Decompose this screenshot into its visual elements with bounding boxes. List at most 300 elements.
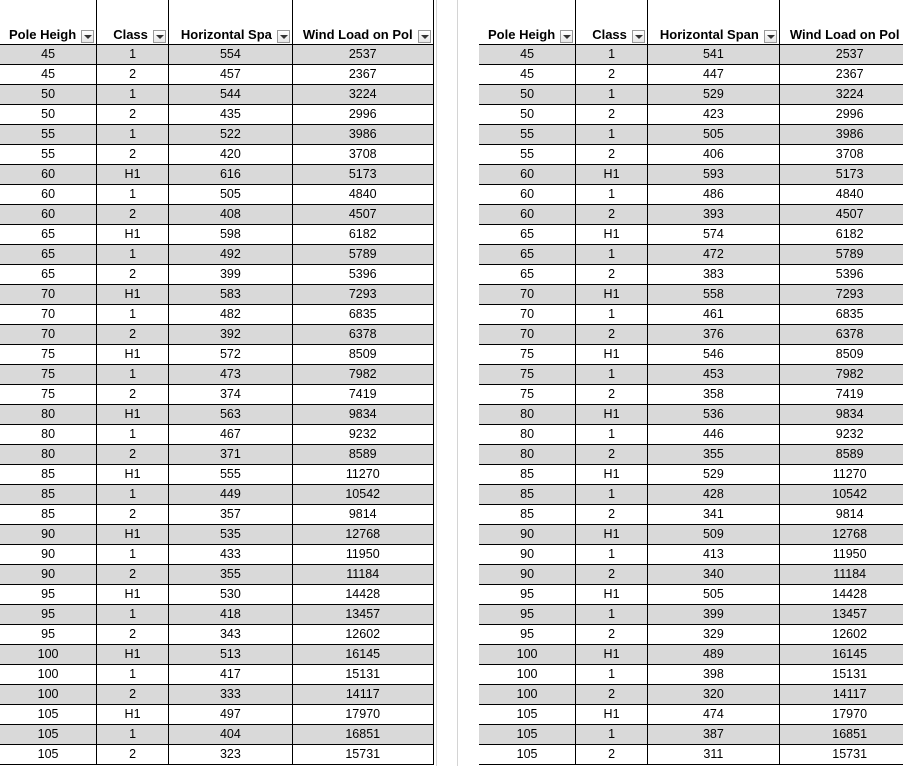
- cell-pole-height[interactable]: 85: [0, 505, 97, 525]
- cell-wind-load[interactable]: 7293: [779, 285, 903, 305]
- cell-horizontal-span[interactable]: 529: [647, 85, 779, 105]
- cell-wind-load[interactable]: 9814: [779, 505, 903, 525]
- cell-wind-load[interactable]: 16851: [292, 725, 433, 745]
- cell-class[interactable]: 1: [576, 725, 648, 745]
- cell-class[interactable]: 1: [576, 365, 648, 385]
- cell-class[interactable]: H1: [97, 705, 169, 725]
- cell-pole-height[interactable]: 75: [0, 385, 97, 405]
- cell-wind-load[interactable]: 3708: [779, 145, 903, 165]
- cell-wind-load[interactable]: 10542: [292, 485, 433, 505]
- cell-class[interactable]: 2: [576, 145, 648, 165]
- cell-class[interactable]: 1: [576, 665, 648, 685]
- cell-wind-load[interactable]: 4507: [292, 205, 433, 225]
- cell-wind-load[interactable]: 8589: [779, 445, 903, 465]
- cell-horizontal-span[interactable]: 358: [647, 385, 779, 405]
- cell-class[interactable]: 1: [576, 85, 648, 105]
- cell-horizontal-span[interactable]: 393: [647, 205, 779, 225]
- cell-class[interactable]: 1: [576, 305, 648, 325]
- cell-pole-height[interactable]: 105: [479, 705, 576, 725]
- cell-wind-load[interactable]: 12768: [292, 525, 433, 545]
- cell-class[interactable]: H1: [97, 225, 169, 245]
- cell-wind-load[interactable]: 15731: [779, 745, 903, 765]
- cell-pole-height[interactable]: 100: [0, 665, 97, 685]
- cell-pole-height[interactable]: 90: [0, 545, 97, 565]
- cell-horizontal-span[interactable]: 598: [168, 225, 292, 245]
- cell-class[interactable]: 1: [97, 425, 169, 445]
- cell-wind-load[interactable]: 2996: [779, 105, 903, 125]
- dropdown-arrow-icon[interactable]: [764, 30, 777, 43]
- cell-wind-load[interactable]: 11184: [779, 565, 903, 585]
- cell-pole-height[interactable]: 60: [479, 185, 576, 205]
- cell-wind-load[interactable]: 2537: [292, 45, 433, 65]
- cell-wind-load[interactable]: 8509: [779, 345, 903, 365]
- cell-class[interactable]: 2: [97, 505, 169, 525]
- cell-horizontal-span[interactable]: 383: [647, 265, 779, 285]
- cell-wind-load[interactable]: 16145: [292, 645, 433, 665]
- cell-pole-height[interactable]: 55: [0, 145, 97, 165]
- cell-wind-load[interactable]: 3708: [292, 145, 433, 165]
- cell-pole-height[interactable]: 65: [479, 245, 576, 265]
- cell-wind-load[interactable]: 11184: [292, 565, 433, 585]
- cell-horizontal-span[interactable]: 529: [647, 465, 779, 485]
- cell-class[interactable]: 2: [97, 385, 169, 405]
- cell-horizontal-span[interactable]: 371: [168, 445, 292, 465]
- dropdown-arrow-icon[interactable]: [632, 30, 645, 43]
- cell-wind-load[interactable]: 5789: [779, 245, 903, 265]
- cell-wind-load[interactable]: 6182: [292, 225, 433, 245]
- cell-horizontal-span[interactable]: 616: [168, 165, 292, 185]
- cell-pole-height[interactable]: 55: [0, 125, 97, 145]
- cell-wind-load[interactable]: 17970: [779, 705, 903, 725]
- cell-class[interactable]: H1: [97, 345, 169, 365]
- cell-class[interactable]: 2: [97, 625, 169, 645]
- cell-class[interactable]: 2: [97, 65, 169, 85]
- cell-class[interactable]: 1: [97, 85, 169, 105]
- cell-wind-load[interactable]: 3224: [292, 85, 433, 105]
- cell-pole-height[interactable]: 85: [479, 505, 576, 525]
- cell-horizontal-span[interactable]: 333: [168, 685, 292, 705]
- cell-wind-load[interactable]: 2996: [292, 105, 433, 125]
- cell-class[interactable]: H1: [97, 405, 169, 425]
- cell-class[interactable]: H1: [576, 225, 648, 245]
- cell-horizontal-span[interactable]: 376: [647, 325, 779, 345]
- cell-class[interactable]: 2: [576, 65, 648, 85]
- cell-wind-load[interactable]: 9232: [779, 425, 903, 445]
- cell-class[interactable]: H1: [97, 285, 169, 305]
- cell-horizontal-span[interactable]: 474: [647, 705, 779, 725]
- col-header-label: Wind Load on Pol: [789, 27, 900, 42]
- cell-class[interactable]: 2: [97, 145, 169, 165]
- cell-class[interactable]: 1: [97, 245, 169, 265]
- cell-horizontal-span[interactable]: 513: [168, 645, 292, 665]
- cell-pole-height[interactable]: 70: [479, 325, 576, 345]
- cell-class[interactable]: 1: [97, 485, 169, 505]
- cell-wind-load[interactable]: 5173: [292, 165, 433, 185]
- cell-horizontal-span[interactable]: 329: [647, 625, 779, 645]
- cell-class[interactable]: H1: [97, 525, 169, 545]
- cell-class[interactable]: 2: [576, 105, 648, 125]
- cell-class[interactable]: H1: [97, 585, 169, 605]
- cell-pole-height[interactable]: 45: [0, 65, 97, 85]
- cell-pole-height[interactable]: 100: [479, 645, 576, 665]
- cell-horizontal-span[interactable]: 449: [168, 485, 292, 505]
- cell-horizontal-span[interactable]: 563: [168, 405, 292, 425]
- cell-pole-height[interactable]: 80: [479, 425, 576, 445]
- cell-wind-load[interactable]: 11950: [779, 545, 903, 565]
- cell-wind-load[interactable]: 4507: [779, 205, 903, 225]
- cell-horizontal-span[interactable]: 417: [168, 665, 292, 685]
- cell-wind-load[interactable]: 2367: [292, 65, 433, 85]
- cell-horizontal-span[interactable]: 536: [647, 405, 779, 425]
- cell-pole-height[interactable]: 95: [479, 605, 576, 625]
- cell-wind-load[interactable]: 14117: [292, 685, 433, 705]
- cell-class[interactable]: H1: [576, 465, 648, 485]
- dropdown-arrow-icon[interactable]: [153, 30, 166, 43]
- cell-horizontal-span[interactable]: 541: [647, 45, 779, 65]
- cell-horizontal-span[interactable]: 492: [168, 245, 292, 265]
- cell-pole-height[interactable]: 90: [0, 525, 97, 545]
- cell-class[interactable]: 1: [576, 125, 648, 145]
- dropdown-arrow-icon[interactable]: [418, 30, 431, 43]
- cell-horizontal-span[interactable]: 418: [168, 605, 292, 625]
- cell-horizontal-span[interactable]: 486: [647, 185, 779, 205]
- cell-wind-load[interactable]: 9834: [292, 405, 433, 425]
- cell-pole-height[interactable]: 50: [0, 85, 97, 105]
- cell-wind-load[interactable]: 6182: [779, 225, 903, 245]
- cell-pole-height[interactable]: 45: [479, 65, 576, 85]
- cell-class[interactable]: 1: [97, 365, 169, 385]
- cell-class[interactable]: H1: [576, 645, 648, 665]
- cell-horizontal-span[interactable]: 399: [168, 265, 292, 285]
- cell-class[interactable]: 2: [576, 445, 648, 465]
- cell-pole-height[interactable]: 90: [479, 565, 576, 585]
- cell-pole-height[interactable]: 60: [0, 185, 97, 205]
- col-header-wind-load: [779, 0, 903, 45]
- cell-class[interactable]: 2: [97, 565, 169, 585]
- cell-pole-height[interactable]: 90: [0, 565, 97, 585]
- cell-class[interactable]: H1: [576, 285, 648, 305]
- cell-pole-height[interactable]: 80: [0, 405, 97, 425]
- cell-pole-height[interactable]: 45: [0, 45, 97, 65]
- cell-horizontal-span[interactable]: 583: [168, 285, 292, 305]
- cell-horizontal-span[interactable]: 472: [647, 245, 779, 265]
- cell-class[interactable]: 1: [576, 185, 648, 205]
- cell-class[interactable]: H1: [576, 705, 648, 725]
- cell-wind-load[interactable]: 13457: [779, 605, 903, 625]
- cell-class[interactable]: 1: [576, 605, 648, 625]
- cell-wind-load[interactable]: 3224: [779, 85, 903, 105]
- cell-pole-height[interactable]: 85: [0, 465, 97, 485]
- cell-horizontal-span[interactable]: 398: [647, 665, 779, 685]
- cell-wind-load[interactable]: 3986: [292, 125, 433, 145]
- cell-pole-height[interactable]: 70: [479, 305, 576, 325]
- cell-class[interactable]: 2: [576, 685, 648, 705]
- cell-pole-height[interactable]: 80: [479, 445, 576, 465]
- cell-wind-load[interactable]: 15131: [779, 665, 903, 685]
- cell-class[interactable]: H1: [97, 165, 169, 185]
- cell-wind-load[interactable]: 5396: [779, 265, 903, 285]
- cell-pole-height[interactable]: 85: [0, 485, 97, 505]
- cell-horizontal-span[interactable]: 420: [168, 145, 292, 165]
- cell-class[interactable]: 2: [576, 625, 648, 645]
- cell-horizontal-span[interactable]: 428: [647, 485, 779, 505]
- cell-pole-height[interactable]: 80: [479, 405, 576, 425]
- cell-horizontal-span[interactable]: 544: [168, 85, 292, 105]
- cell-wind-load[interactable]: 14428: [779, 585, 903, 605]
- cell-horizontal-span[interactable]: 497: [168, 705, 292, 725]
- cell-horizontal-span[interactable]: 446: [647, 425, 779, 445]
- cell-pole-height[interactable]: 45: [479, 45, 576, 65]
- cell-pole-height[interactable]: 70: [0, 305, 97, 325]
- cell-class[interactable]: H1: [576, 585, 648, 605]
- dropdown-arrow-icon[interactable]: [277, 30, 290, 43]
- cell-wind-load[interactable]: 12602: [292, 625, 433, 645]
- cell-wind-load[interactable]: 10542: [779, 485, 903, 505]
- cell-horizontal-span[interactable]: 461: [647, 305, 779, 325]
- cell-wind-load[interactable]: 4840: [292, 185, 433, 205]
- cell-pole-height[interactable]: 105: [0, 705, 97, 725]
- cell-horizontal-span[interactable]: 447: [647, 65, 779, 85]
- cell-pole-height[interactable]: 105: [0, 745, 97, 765]
- cell-wind-load[interactable]: 17970: [292, 705, 433, 725]
- cell-pole-height[interactable]: 50: [479, 85, 576, 105]
- cell-pole-height[interactable]: 75: [479, 365, 576, 385]
- cell-class[interactable]: 2: [576, 745, 648, 765]
- cell-horizontal-span[interactable]: 399: [647, 605, 779, 625]
- cell-pole-height[interactable]: 60: [479, 165, 576, 185]
- cell-wind-load[interactable]: 12602: [779, 625, 903, 645]
- cell-wind-load[interactable]: 9814: [292, 505, 433, 525]
- cell-class[interactable]: 1: [576, 485, 648, 505]
- cell-wind-load[interactable]: 9232: [292, 425, 433, 445]
- cell-horizontal-span[interactable]: 482: [168, 305, 292, 325]
- cell-class[interactable]: 1: [97, 545, 169, 565]
- cell-pole-height[interactable]: 90: [479, 525, 576, 545]
- cell-class[interactable]: 2: [97, 265, 169, 285]
- cell-pole-height[interactable]: 65: [0, 245, 97, 265]
- cell-wind-load[interactable]: 6835: [292, 305, 433, 325]
- cell-wind-load[interactable]: 13457: [292, 605, 433, 625]
- cell-horizontal-span[interactable]: 423: [647, 105, 779, 125]
- cell-class[interactable]: 1: [576, 425, 648, 445]
- cell-horizontal-span[interactable]: 558: [647, 285, 779, 305]
- table-row: [0, 685, 433, 705]
- cell-pole-height[interactable]: 60: [479, 205, 576, 225]
- cell-horizontal-span[interactable]: 320: [647, 685, 779, 705]
- cell-class[interactable]: 1: [97, 725, 169, 745]
- cell-horizontal-span[interactable]: 343: [168, 625, 292, 645]
- cell-class[interactable]: 2: [576, 385, 648, 405]
- cell-wind-load[interactable]: 9834: [779, 405, 903, 425]
- cell-horizontal-span[interactable]: 340: [647, 565, 779, 585]
- cell-wind-load[interactable]: 7419: [292, 385, 433, 405]
- cell-pole-height[interactable]: 105: [479, 725, 576, 745]
- cell-class[interactable]: H1: [576, 405, 648, 425]
- cell-pole-height[interactable]: 75: [0, 365, 97, 385]
- cell-class[interactable]: H1: [97, 465, 169, 485]
- cell-horizontal-span[interactable]: 530: [168, 585, 292, 605]
- cell-pole-height[interactable]: 90: [479, 545, 576, 565]
- cell-class[interactable]: 1: [576, 45, 648, 65]
- cell-pole-height[interactable]: 100: [479, 665, 576, 685]
- cell-pole-height[interactable]: 70: [479, 285, 576, 305]
- cell-class[interactable]: 2: [576, 505, 648, 525]
- table-row: [479, 185, 903, 205]
- cell-pole-height[interactable]: 60: [0, 205, 97, 225]
- cell-class[interactable]: 2: [97, 325, 169, 345]
- cell-horizontal-span[interactable]: 433: [168, 545, 292, 565]
- cell-wind-load[interactable]: 8589: [292, 445, 433, 465]
- cell-pole-height[interactable]: 80: [0, 445, 97, 465]
- cell-wind-load[interactable]: 15731: [292, 745, 433, 765]
- cell-wind-load[interactable]: 5789: [292, 245, 433, 265]
- cell-pole-height[interactable]: 105: [479, 745, 576, 765]
- cell-horizontal-span[interactable]: 555: [168, 465, 292, 485]
- cell-horizontal-span[interactable]: 311: [647, 745, 779, 765]
- cell-horizontal-span[interactable]: 413: [647, 545, 779, 565]
- cell-wind-load[interactable]: 2537: [779, 45, 903, 65]
- cell-wind-load[interactable]: 6378: [292, 325, 433, 345]
- cell-horizontal-span[interactable]: 574: [647, 225, 779, 245]
- cell-wind-load[interactable]: 7982: [292, 365, 433, 385]
- cell-horizontal-span[interactable]: 505: [168, 185, 292, 205]
- cell-horizontal-span[interactable]: 457: [168, 65, 292, 85]
- cell-pole-height[interactable]: 85: [479, 485, 576, 505]
- cell-class[interactable]: 1: [576, 545, 648, 565]
- cell-pole-height[interactable]: 100: [479, 685, 576, 705]
- cell-wind-load[interactable]: 5396: [292, 265, 433, 285]
- cell-wind-load[interactable]: 11270: [779, 465, 903, 485]
- cell-pole-height[interactable]: 50: [0, 105, 97, 125]
- cell-horizontal-span[interactable]: 392: [168, 325, 292, 345]
- cell-horizontal-span[interactable]: 572: [168, 345, 292, 365]
- cell-pole-height[interactable]: 60: [0, 165, 97, 185]
- cell-horizontal-span[interactable]: 535: [168, 525, 292, 545]
- cell-class[interactable]: H1: [576, 165, 648, 185]
- cell-class[interactable]: 2: [97, 105, 169, 125]
- cell-wind-load[interactable]: 11950: [292, 545, 433, 565]
- cell-wind-load[interactable]: 15131: [292, 665, 433, 685]
- cell-class[interactable]: 2: [576, 205, 648, 225]
- cell-pole-height[interactable]: 75: [479, 385, 576, 405]
- cell-horizontal-span[interactable]: 387: [647, 725, 779, 745]
- cell-wind-load[interactable]: 12768: [779, 525, 903, 545]
- cell-pole-height[interactable]: 95: [479, 585, 576, 605]
- cell-wind-load[interactable]: 14428: [292, 585, 433, 605]
- cell-horizontal-span[interactable]: 554: [168, 45, 292, 65]
- cell-pole-height[interactable]: 100: [0, 685, 97, 705]
- cell-wind-load[interactable]: 7293: [292, 285, 433, 305]
- cell-pole-height[interactable]: 80: [0, 425, 97, 445]
- cell-horizontal-span[interactable]: 489: [647, 645, 779, 665]
- cell-wind-load[interactable]: 16145: [779, 645, 903, 665]
- cell-horizontal-span[interactable]: 374: [168, 385, 292, 405]
- cell-class[interactable]: 2: [576, 265, 648, 285]
- cell-horizontal-span[interactable]: 509: [647, 525, 779, 545]
- cell-class[interactable]: 1: [97, 605, 169, 625]
- cell-pole-height[interactable]: 50: [479, 105, 576, 125]
- cell-class[interactable]: 2: [97, 685, 169, 705]
- cell-pole-height[interactable]: 85: [479, 465, 576, 485]
- cell-pole-height[interactable]: 70: [0, 325, 97, 345]
- cell-wind-load[interactable]: 8509: [292, 345, 433, 365]
- cell-horizontal-span[interactable]: 357: [168, 505, 292, 525]
- cell-wind-load[interactable]: 7982: [779, 365, 903, 385]
- cell-class[interactable]: 1: [97, 125, 169, 145]
- cell-pole-height[interactable]: 65: [479, 225, 576, 245]
- cell-class[interactable]: 1: [97, 665, 169, 685]
- cell-class[interactable]: 1: [97, 45, 169, 65]
- cell-horizontal-span[interactable]: 406: [647, 145, 779, 165]
- cell-pole-height[interactable]: 75: [479, 345, 576, 365]
- cell-pole-height[interactable]: 95: [0, 585, 97, 605]
- cell-pole-height[interactable]: 70: [0, 285, 97, 305]
- cell-wind-load[interactable]: 2367: [779, 65, 903, 85]
- cell-horizontal-span[interactable]: 453: [647, 365, 779, 385]
- cell-wind-load[interactable]: 5173: [779, 165, 903, 185]
- cell-wind-load[interactable]: 3986: [779, 125, 903, 145]
- dropdown-arrow-icon[interactable]: [560, 30, 573, 43]
- cell-pole-height[interactable]: 75: [0, 345, 97, 365]
- table-row: [0, 725, 433, 745]
- cell-pole-height[interactable]: 65: [0, 225, 97, 245]
- cell-class[interactable]: H1: [576, 345, 648, 365]
- cell-horizontal-span[interactable]: 341: [647, 505, 779, 525]
- cell-class[interactable]: 2: [97, 445, 169, 465]
- cell-pole-height[interactable]: 95: [479, 625, 576, 645]
- cell-horizontal-span[interactable]: 435: [168, 105, 292, 125]
- cell-class[interactable]: 1: [97, 305, 169, 325]
- dropdown-arrow-icon[interactable]: [81, 30, 94, 43]
- cell-class[interactable]: 2: [576, 565, 648, 585]
- cell-wind-load[interactable]: 6835: [779, 305, 903, 325]
- cell-wind-load[interactable]: 6378: [779, 325, 903, 345]
- cell-wind-load[interactable]: 7419: [779, 385, 903, 405]
- cell-pole-height[interactable]: 55: [479, 125, 576, 145]
- cell-horizontal-span[interactable]: 408: [168, 205, 292, 225]
- cell-horizontal-span[interactable]: 355: [647, 445, 779, 465]
- cell-horizontal-span[interactable]: 522: [168, 125, 292, 145]
- cell-class[interactable]: 1: [97, 185, 169, 205]
- cell-pole-height[interactable]: 65: [0, 265, 97, 285]
- cell-class[interactable]: 1: [576, 245, 648, 265]
- cell-pole-height[interactable]: 55: [479, 145, 576, 165]
- cell-pole-height[interactable]: 65: [479, 265, 576, 285]
- cell-class[interactable]: 2: [576, 325, 648, 345]
- cell-horizontal-span[interactable]: 473: [168, 365, 292, 385]
- cell-horizontal-span[interactable]: 467: [168, 425, 292, 445]
- cell-pole-height[interactable]: 95: [0, 605, 97, 625]
- cell-class[interactable]: 2: [97, 205, 169, 225]
- cell-wind-load[interactable]: 4840: [779, 185, 903, 205]
- cell-class[interactable]: H1: [97, 645, 169, 665]
- cell-pole-height[interactable]: 100: [0, 645, 97, 665]
- cell-horizontal-span[interactable]: 505: [647, 125, 779, 145]
- cell-class[interactable]: H1: [576, 525, 648, 545]
- cell-horizontal-span[interactable]: 593: [647, 165, 779, 185]
- cell-pole-height[interactable]: 105: [0, 725, 97, 745]
- cell-pole-height[interactable]: 95: [0, 625, 97, 645]
- cell-horizontal-span[interactable]: 355: [168, 565, 292, 585]
- cell-wind-load[interactable]: 11270: [292, 465, 433, 485]
- cell-wind-load[interactable]: 14117: [779, 685, 903, 705]
- cell-horizontal-span[interactable]: 323: [168, 745, 292, 765]
- cell-class[interactable]: 2: [97, 745, 169, 765]
- cell-horizontal-span[interactable]: 505: [647, 585, 779, 605]
- cell-horizontal-span[interactable]: 404: [168, 725, 292, 745]
- cell-horizontal-span[interactable]: 546: [647, 345, 779, 365]
- cell-wind-load[interactable]: 16851: [779, 725, 903, 745]
